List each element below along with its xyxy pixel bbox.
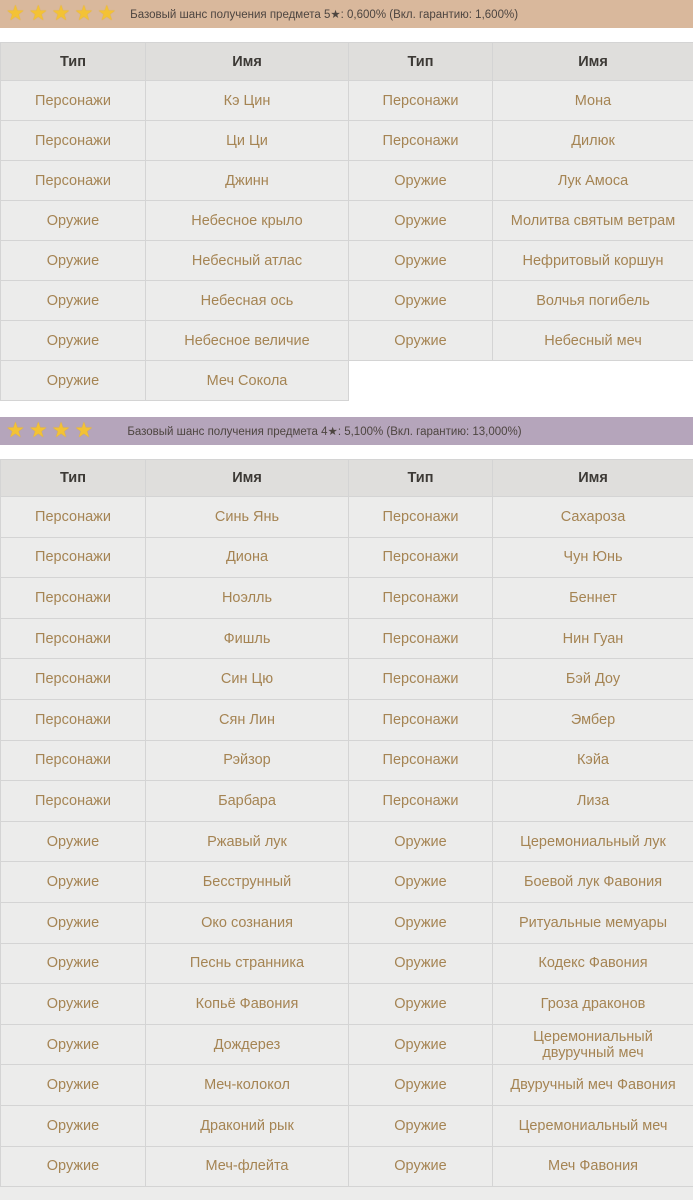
table-row: [1, 241, 693, 281]
header-type: Тип: [349, 43, 493, 81]
item-type-cell: Оружие: [1, 1146, 146, 1187]
item-type-cell: Оружие: [349, 862, 493, 903]
five-star-rate-text: Базовый шанс получения предмета 5★: 0,600% (Вкл. гарантию: 1,600%): [130, 9, 519, 21]
item-name-cell: Небесное величие: [146, 321, 349, 361]
item-type-cell: Оружие: [1, 862, 146, 903]
table-row: [1, 1146, 693, 1187]
item-name-cell: Небесный меч: [493, 321, 693, 361]
item-name-cell: Меч-колокол: [146, 1065, 349, 1106]
item-type-cell: Персонажи: [1, 161, 146, 201]
item-name-cell: Дождерез: [146, 1024, 349, 1065]
item-name-cell: Ритуальные мемуары: [493, 902, 693, 943]
item-type-cell: Оружие: [349, 902, 493, 943]
item-name-cell: Дилюк: [493, 121, 693, 161]
five-star-rating: [6, 4, 120, 24]
item-name-cell: Барбара: [146, 781, 349, 822]
item-type-cell: Оружие: [1, 201, 146, 241]
item-name-cell: Син Цю: [146, 659, 349, 700]
item-name-cell: Двуручный меч Фавония: [493, 1065, 693, 1106]
item-name-cell: Небесная ось: [146, 281, 349, 321]
star-icon: ★: [28, 2, 48, 25]
item-name-cell: Око сознания: [146, 902, 349, 943]
table-row: [1, 578, 693, 619]
item-type-cell: Оружие: [349, 201, 493, 241]
table-row: [1, 161, 693, 201]
item-type-cell: Оружие: [349, 1146, 493, 1187]
table-row: [1, 1024, 693, 1065]
item-name-cell: Кодекс Фавония: [493, 943, 693, 984]
item-type-cell: Оружие: [1, 281, 146, 321]
item-type-cell: Персонажи: [349, 497, 493, 538]
header-name: Имя: [146, 460, 349, 497]
item-type-cell: Персонажи: [1, 578, 146, 619]
item-name-cell: Небесное крыло: [146, 201, 349, 241]
header-name: Имя: [493, 43, 693, 81]
item-name-cell: Эмбер: [493, 699, 693, 740]
item-type-cell: Персонажи: [1, 781, 146, 822]
item-type-cell: Персонажи: [1, 81, 146, 121]
item-type-cell: Оружие: [349, 241, 493, 281]
table-row: [1, 361, 693, 401]
table-row: [1, 497, 693, 538]
item-name-cell: Церемониальный лук: [493, 821, 693, 862]
item-type-cell: Оружие: [349, 1024, 493, 1065]
star-icon: ★: [28, 419, 48, 442]
item-name-cell: Джинн: [146, 161, 349, 201]
empty-cell: [493, 361, 693, 401]
item-name-cell: Лук Амоса: [493, 161, 693, 201]
item-type-cell: Оружие: [349, 321, 493, 361]
table-row: [1, 1065, 693, 1106]
item-type-cell: Персонажи: [1, 618, 146, 659]
item-name-cell: Бесструнный: [146, 862, 349, 903]
item-type-cell: Персонажи: [349, 781, 493, 822]
table-row: [1, 699, 693, 740]
item-type-cell: Оружие: [1, 1105, 146, 1146]
item-name-cell: Ци Ци: [146, 121, 349, 161]
table-row: [1, 862, 693, 903]
star-icon: ★: [6, 2, 25, 25]
four-star-banner: [0, 417, 693, 445]
item-name-cell: Чун Юнь: [493, 537, 693, 578]
table-row: [1, 618, 693, 659]
item-type-cell: Оружие: [349, 943, 493, 984]
table-row: [1, 121, 693, 161]
item-name-cell: Синь Янь: [146, 497, 349, 538]
item-type-cell: Оружие: [1, 241, 146, 281]
star-icon: ★: [74, 419, 94, 442]
header-name: Имя: [493, 460, 693, 497]
spacer: [0, 401, 693, 417]
item-type-cell: Персонажи: [349, 659, 493, 700]
item-name-cell: Рэйзор: [146, 740, 349, 781]
five-star-items-table: [0, 42, 693, 401]
table-row: [1, 1105, 693, 1146]
item-name-cell: Гроза драконов: [493, 984, 693, 1025]
item-type-cell: Оружие: [1, 984, 146, 1025]
table-row: [1, 740, 693, 781]
item-name-cell: Мона: [493, 81, 693, 121]
item-name-cell: Песнь странника: [146, 943, 349, 984]
item-name-cell: Меч Сокола: [146, 361, 349, 401]
item-name-cell: Меч Фавония: [493, 1146, 693, 1187]
item-name-cell: Церемониальный двуручный меч: [493, 1024, 693, 1065]
table-row: [1, 281, 693, 321]
item-type-cell: Оружие: [349, 821, 493, 862]
item-name-cell: Ржавый лук: [146, 821, 349, 862]
item-type-cell: Персонажи: [1, 121, 146, 161]
item-name-cell: Волчья погибель: [493, 281, 693, 321]
item-type-cell: Оружие: [1, 361, 146, 401]
item-name-cell: Церемониальный меч: [493, 1105, 693, 1146]
item-name-cell: Меч-флейта: [146, 1146, 349, 1187]
star-icon: ★: [97, 2, 117, 25]
item-name-cell: Кэйа: [493, 740, 693, 781]
table-header-row: [1, 460, 693, 497]
item-name-cell: Фишль: [146, 618, 349, 659]
table-row: [1, 537, 693, 578]
item-name-cell: Боевой лук Фавония: [493, 862, 693, 903]
empty-cell: [349, 361, 493, 401]
item-name-cell: Молитва святым ветрам: [493, 201, 693, 241]
item-type-cell: Оружие: [1, 1065, 146, 1106]
table-row: [1, 984, 693, 1025]
table-row: [1, 201, 693, 241]
table-row: [1, 81, 693, 121]
item-type-cell: Персонажи: [349, 578, 493, 619]
header-type: Тип: [349, 460, 493, 497]
item-type-cell: Оружие: [1, 321, 146, 361]
item-type-cell: Оружие: [349, 161, 493, 201]
item-type-cell: Персонажи: [1, 740, 146, 781]
item-name-cell: Драконий рык: [146, 1105, 349, 1146]
four-star-rate-text: Базовый шанс получения предмета 4★: 5,100% (Вкл. гарантию: 13,000%): [127, 426, 522, 438]
item-type-cell: Оружие: [349, 1065, 493, 1106]
item-name-cell: Беннет: [493, 578, 693, 619]
item-type-cell: Персонажи: [349, 740, 493, 781]
star-icon: ★: [6, 419, 25, 442]
item-name-cell: Сян Лин: [146, 699, 349, 740]
item-type-cell: Оружие: [1, 902, 146, 943]
table-row: [1, 902, 693, 943]
item-name-cell: Диона: [146, 537, 349, 578]
item-type-cell: Персонажи: [349, 81, 493, 121]
item-type-cell: Персонажи: [349, 618, 493, 659]
item-name-cell: Лиза: [493, 781, 693, 822]
item-type-cell: Оружие: [349, 1105, 493, 1146]
header-name: Имя: [146, 43, 349, 81]
item-type-cell: Персонажи: [1, 537, 146, 578]
item-type-cell: Персонажи: [349, 699, 493, 740]
item-type-cell: Оружие: [1, 1024, 146, 1065]
item-name-cell: Бэй Доу: [493, 659, 693, 700]
star-icon: ★: [51, 2, 71, 25]
item-name-cell: Нин Гуан: [493, 618, 693, 659]
table-header-row: [1, 43, 693, 81]
item-type-cell: Персонажи: [1, 699, 146, 740]
item-name-cell: Копьё Фавония: [146, 984, 349, 1025]
item-type-cell: Персонажи: [349, 121, 493, 161]
header-type: Тип: [1, 460, 146, 497]
item-type-cell: Персонажи: [1, 659, 146, 700]
table-row: [1, 821, 693, 862]
item-type-cell: Оружие: [1, 821, 146, 862]
spacer: [0, 445, 693, 459]
item-name-cell: Ноэлль: [146, 578, 349, 619]
item-name-cell: Кэ Цин: [146, 81, 349, 121]
four-star-rating: [6, 421, 97, 441]
four-star-items-table: [0, 459, 693, 1187]
item-type-cell: Оружие: [1, 943, 146, 984]
star-icon: ★: [51, 419, 71, 442]
spacer: [0, 28, 693, 42]
item-name-cell: Сахароза: [493, 497, 693, 538]
table-row: [1, 781, 693, 822]
item-name-cell: Небесный атлас: [146, 241, 349, 281]
item-type-cell: Оружие: [349, 281, 493, 321]
item-name-cell: Нефритовый коршун: [493, 241, 693, 281]
table-row: [1, 943, 693, 984]
header-type: Тип: [1, 43, 146, 81]
table-row: [1, 321, 693, 361]
five-star-banner: [0, 0, 693, 28]
item-type-cell: Персонажи: [349, 537, 493, 578]
star-icon: ★: [74, 2, 94, 25]
item-type-cell: Оружие: [349, 984, 493, 1025]
item-type-cell: Персонажи: [1, 497, 146, 538]
table-row: [1, 659, 693, 700]
